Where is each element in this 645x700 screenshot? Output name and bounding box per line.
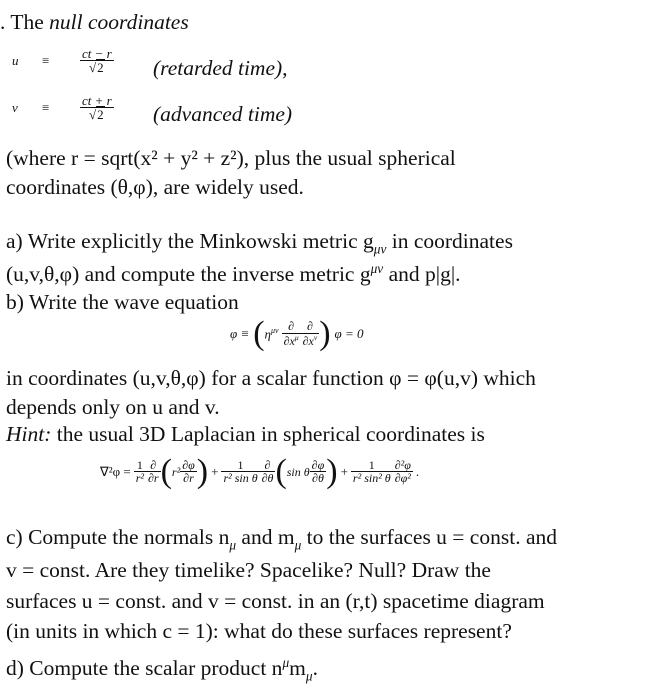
v-fraction [80, 94, 114, 123]
part-c-line-4: (in units in which c = 1): what do these surfaces represent? [6, 619, 512, 643]
part-a-line-2: (u,v,θ,φ) and compute the inverse metric $g^{\mu\nu}$ and p|g|. [6, 261, 461, 287]
u-root-sign: √ [89, 60, 97, 76]
laplacian-equation: ∇²φ = $\frac{1}{\text{r²}}$ $\frac{\partial}{\partial r}$ ( r² $\frac{\partial\varphi}{\partial r}$ ) + $\frac{1}{\text{r² sin θ}}$ $\frac{\partial}{\partial\theta}$ ( sin θ $\frac{\partial\varphi}{\partial\theta}$ ) + $\frac{1}{\text{r² sin² θ}}$ $\frac{\text{∂²φ}}{\text{∂φ²}}$ . [100, 453, 420, 490]
wave-deriv-2: $\frac{\partial}{\partial x^\nu}$ [302, 319, 318, 348]
para-line-2: coordinates (θ,φ), are widely used. [6, 175, 304, 199]
v-root-sign: √ [89, 107, 97, 123]
v-numerator: ct + r [82, 92, 112, 108]
u-root-value: 2 [97, 60, 104, 76]
title-line [0, 10, 189, 35]
wave-rhs: φ = 0 [334, 326, 364, 341]
v-definition [12, 84, 114, 132]
part-b-line-3: depends only on u and v. [6, 395, 220, 419]
v-var: v [12, 100, 18, 115]
part-c-line-1: c) Compute the normals $n_\mu$ and $m_\mu$ to the surfaces u = const. and [6, 525, 557, 553]
title-emph: null coordinates [49, 10, 189, 34]
lap-lhs: ∇²φ = [100, 464, 131, 479]
para-line-1: (where r = sqrt(x² + y² + z²), plus the usual spherical [6, 146, 456, 170]
v-eq: ≡ [42, 100, 50, 115]
part-c-line-2: v = const. Are they timelike? Spacelike? Null? Draw the [6, 558, 491, 582]
part-b-line-1: b) Write the wave equation [6, 290, 239, 314]
u-definition [12, 37, 114, 85]
wave-equation: φ ≡ ( $\eta^{\mu\nu}$ $\frac{\partial}{\partial x^\mu}$ $\frac{\partial}{\partial x^\nu}$ ) φ = 0 [230, 315, 364, 352]
u-numerator: ct − r [82, 45, 112, 61]
u-var: u [12, 53, 19, 68]
part-a-line-1: a) Write explicitly the Minkowski metric $g_{\mu\nu}$ in coordinates [6, 229, 513, 257]
hint-text: the usual 3D Laplacian in spherical coordinates is [51, 422, 485, 446]
v-label: (advanced time) [153, 102, 293, 126]
hint-label: Hint: [6, 422, 52, 446]
hint-line [6, 422, 485, 447]
u-eq: ≡ [42, 53, 50, 68]
u-fraction [80, 47, 114, 76]
wave-deriv-1: $\frac{\partial}{\partial x^\mu}$ [283, 319, 299, 348]
u-label: (retarded time), [153, 56, 288, 80]
part-d-line: d) Compute the scalar product $n^\mu m_\mu$. [6, 655, 318, 684]
part-b-line-2: in coordinates (u,v,θ,φ) for a scalar function φ = φ(u,v) which [6, 366, 536, 390]
part-c-line-3: surfaces u = const. and v = const. in an (r,t) spacetime diagram [6, 589, 545, 613]
wave-eta: $\eta^{\mu\nu}$ [264, 325, 279, 342]
wave-lhs: φ ≡ [230, 326, 250, 341]
title-lead: . The [0, 10, 50, 34]
v-root-value: 2 [97, 107, 104, 123]
